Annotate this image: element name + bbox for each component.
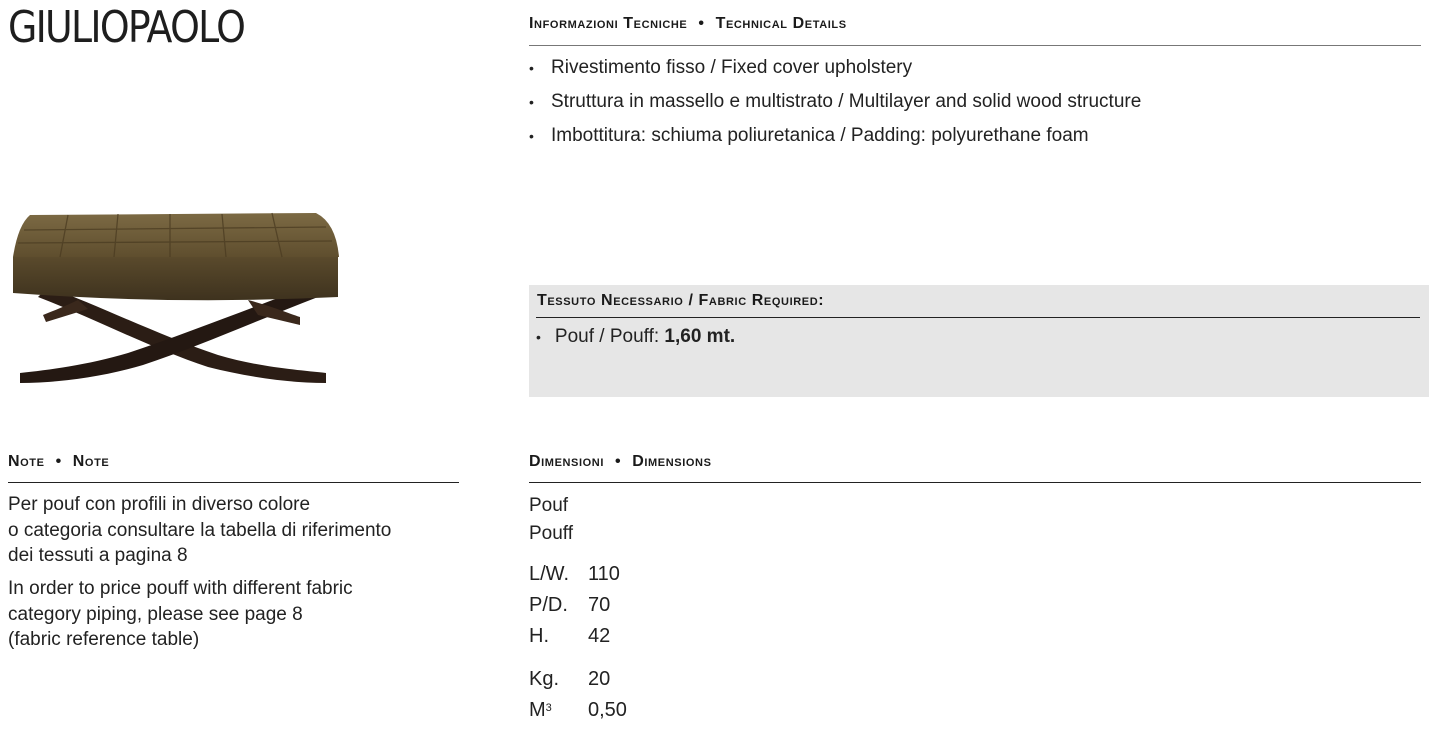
volume-row (529, 695, 627, 726)
bullet: • (536, 329, 541, 345)
fabric-item (536, 324, 735, 350)
note-line: o categoria consultare la tabella di riferimento (8, 519, 392, 541)
dimension-value: 42 (588, 625, 611, 647)
note-line: (fabric reference table) (8, 629, 200, 650)
dimensions-heading-en: Dimensions (632, 453, 712, 470)
weight-value: 20 (588, 668, 611, 690)
separator-dot: • (615, 453, 622, 470)
volume-value: 0,50 (588, 699, 627, 721)
note-divider (8, 482, 459, 483)
item-name-it: Pouf (529, 495, 569, 516)
pouf-illustration (8, 205, 344, 390)
product-image (8, 205, 344, 390)
dimension-row-depth (529, 590, 620, 621)
fabric-item-value: 1,60 mt. (664, 326, 736, 347)
dimension-label: P/D. (529, 594, 568, 616)
note-text-en (8, 576, 468, 653)
technical-heading-en: Technical Details (715, 15, 847, 32)
note-line: dei tessuti a pagina 8 (8, 545, 188, 566)
note-line: In order to price pouff with different fabric (8, 578, 353, 599)
dimension-value: 70 (588, 594, 611, 616)
technical-item: • Struttura in massello e multistrato / Multilayer and solid wood structure (529, 85, 1421, 119)
technical-heading-it: Informazioni Tecniche (529, 15, 688, 32)
fabric-required-heading (537, 291, 824, 311)
dimension-value: 110 (588, 563, 620, 585)
note-line: category piping, please see page 8 (8, 603, 303, 625)
weight-label: Kg. (529, 668, 560, 690)
note-heading (8, 452, 109, 472)
note-heading-en: Note (72, 453, 110, 470)
note-heading-it: Note (8, 453, 45, 470)
fabric-required-box (529, 285, 1429, 397)
separator-dot: • (698, 15, 705, 32)
fabric-divider (536, 317, 1420, 318)
dimension-row-height (529, 621, 620, 652)
volume-label-wrap (529, 695, 588, 726)
weight-volume-table (529, 664, 627, 726)
technical-details-list (529, 51, 1421, 153)
dimension-label: L/W. (529, 563, 570, 585)
technical-details-heading (529, 14, 847, 34)
technical-item: • Rivestimento fisso / Fixed cover upholstery (529, 51, 1421, 85)
volume-label: M (529, 699, 546, 721)
fabric-item-label: Pouf / Pouff: (554, 326, 660, 347)
dimensions-item-name (529, 492, 573, 548)
dimensions-divider (529, 482, 1421, 483)
dimension-label: H. (529, 625, 549, 647)
separator-dot: • (55, 453, 62, 470)
product-title: GIULIOPAOLO (8, 2, 245, 53)
volume-label-superscript: 3 (545, 702, 552, 714)
item-name-en: Pouff (529, 523, 574, 544)
dimensions-heading (529, 452, 712, 472)
dimension-row-width (529, 559, 620, 590)
note-text-it (8, 492, 468, 569)
dimensions-heading-it: Dimensioni (529, 453, 605, 470)
technical-item: • Imbottitura: schiuma poliuretanica / Padding: polyurethane foam (529, 119, 1421, 153)
note-line: Per pouf con profili in diverso colore (8, 494, 311, 515)
weight-row (529, 664, 627, 695)
dimensions-table (529, 559, 620, 652)
fabric-heading-text: Tessuto Necessario / Fabric Required: (537, 292, 825, 309)
technical-divider (529, 45, 1421, 46)
